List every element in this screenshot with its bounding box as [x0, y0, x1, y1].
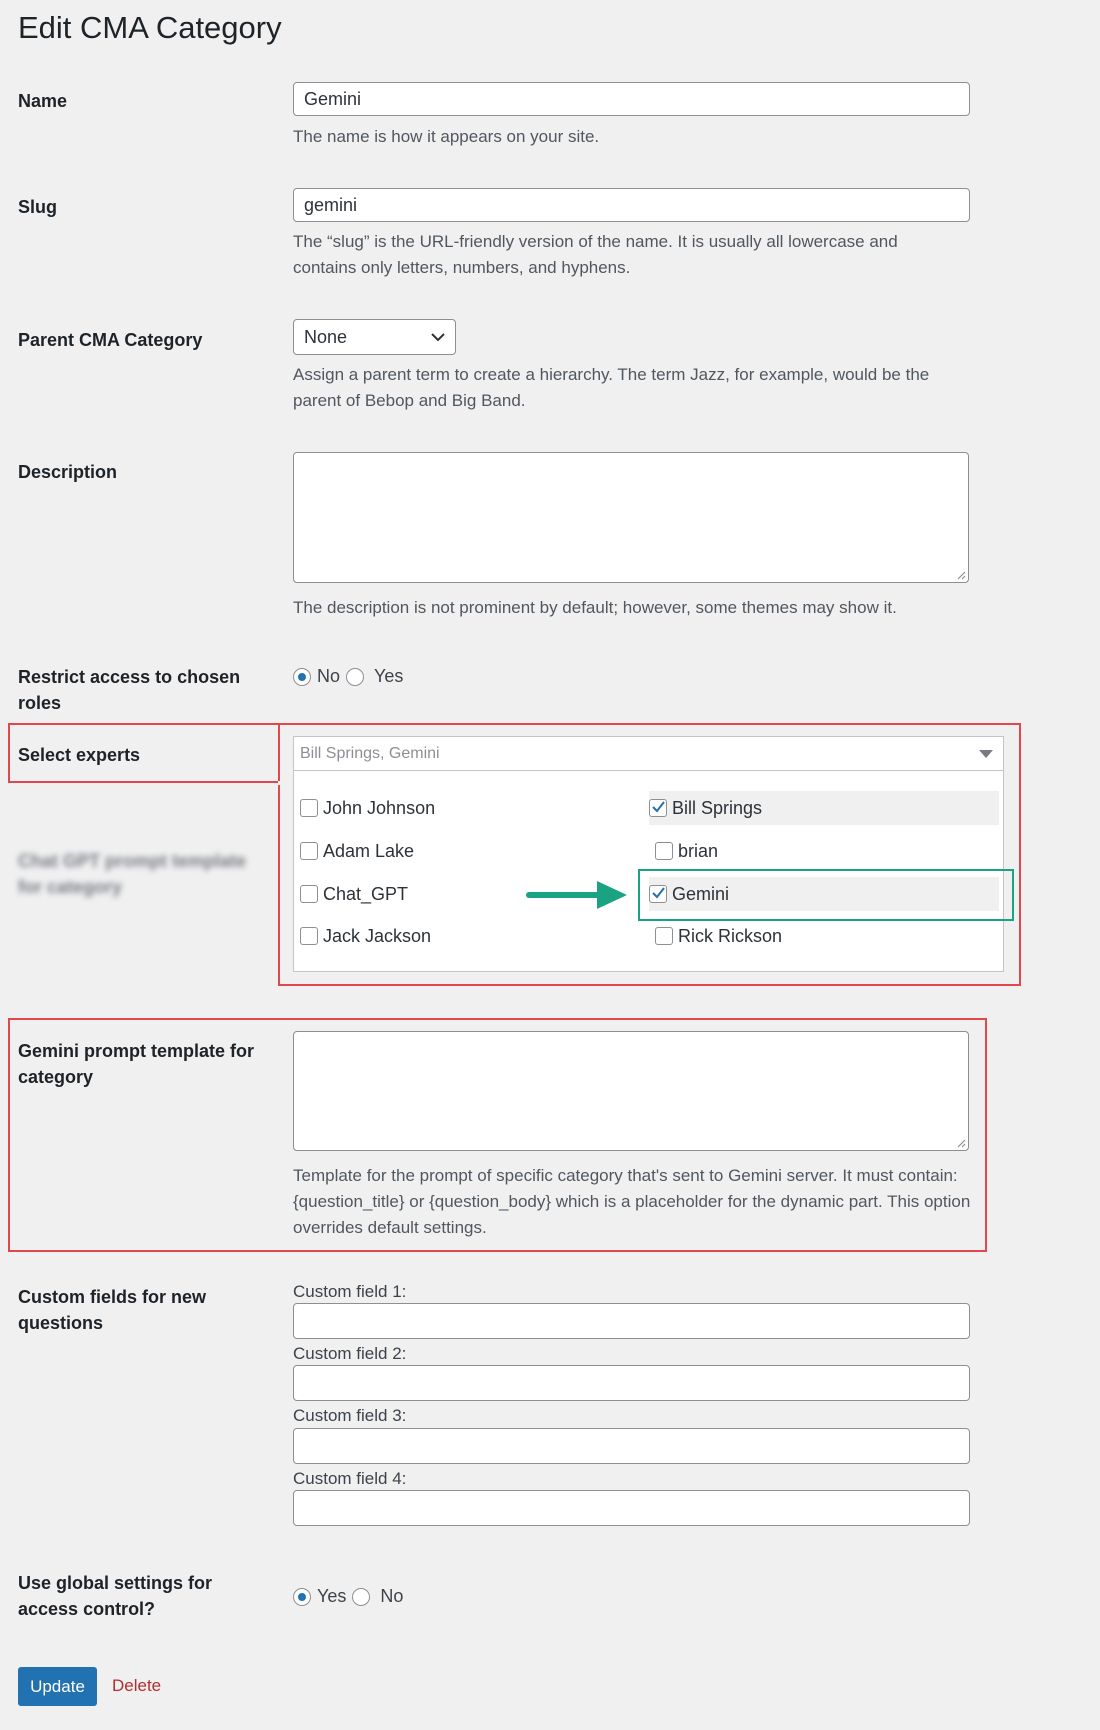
resize-handle-icon[interactable] [956, 570, 966, 580]
parent-select-value: None [304, 326, 348, 347]
update-button[interactable]: Update [18, 1667, 97, 1706]
slug-label: Slug [18, 197, 57, 217]
description-textarea[interactable] [293, 452, 969, 583]
description-help: The description is not prominent by default; however, some themes may show it. [293, 598, 897, 617]
restrict-access-radios [293, 666, 409, 687]
expert-option-label: John Johnson [323, 797, 436, 818]
expert-option-label: brian [678, 840, 719, 861]
expert-option-label: Gemini [672, 883, 730, 904]
gemini-prompt-help: Template for the prompt of specific category that's sent to Gemini server. It must contain: {question_title} or {question_body} which is a placeholder for the dynamic part. This option overrides default settings. [293, 1166, 971, 1237]
highlight-box-gemini-prompt [8, 1018, 987, 1252]
custom-field-1-label: Custom field 1: [293, 1282, 407, 1301]
highlight-box-experts-list [278, 723, 1021, 986]
name-help: The name is how it appears on your site. [293, 127, 600, 146]
custom-fields-label: Custom fields for new questions [18, 1287, 207, 1333]
custom-field-1-input[interactable] [293, 1303, 970, 1339]
custom-field-4-input[interactable] [293, 1490, 970, 1526]
custom-field-3-label: Custom field 3: [293, 1406, 407, 1425]
highlight-box-experts-label [8, 723, 280, 783]
delete-link[interactable]: Delete [112, 1676, 162, 1695]
custom-field-3-input[interactable] [293, 1428, 970, 1464]
slug-help: The “slug” is the URL-friendly version of the name. It is usually all lowercase and contains only letters, numbers, and hyphens. [293, 232, 898, 277]
restrict-access-label: Restrict access to chosen roles [18, 667, 241, 713]
custom-field-2-input[interactable] [293, 1365, 970, 1401]
chevron-down-icon [431, 332, 445, 342]
gemini-prompt-label: Gemini prompt template for category [18, 1041, 255, 1087]
slug-input[interactable] [293, 188, 970, 222]
restrict-no-radio[interactable] [293, 668, 311, 686]
global-yes-label: Yes [317, 1586, 347, 1606]
experts-summary: Bill Springs, Gemini [300, 744, 440, 762]
name-label: Name [18, 91, 68, 111]
global-no-radio[interactable] [352, 1588, 370, 1606]
select-experts-label: Select experts [18, 745, 141, 765]
parent-label: Parent CMA Category [18, 330, 203, 350]
expert-option-label: Bill Springs [672, 797, 763, 818]
restrict-yes-radio[interactable] [346, 668, 364, 686]
parent-select[interactable] [293, 319, 456, 355]
restrict-no-label: No [317, 666, 341, 686]
restrict-yes-label: Yes [374, 666, 404, 686]
expert-option-label: Rick Rickson [678, 925, 783, 946]
page-title: Edit CMA Category [18, 10, 282, 45]
custom-field-2-label: Custom field 2: [293, 1344, 407, 1363]
name-input[interactable] [293, 82, 970, 116]
global-settings-label: Use global settings for access control? [18, 1573, 213, 1619]
blurred-chatgpt-label: Chat GPT prompt template for category [18, 851, 247, 897]
expert-option-label: Jack Jackson [323, 925, 432, 946]
description-label: Description [18, 462, 118, 482]
global-yes-radio[interactable] [293, 1588, 311, 1606]
parent-help: Assign a parent term to create a hierarchy. The term Jazz, for example, would be the parent of Bebop and Big Band. [293, 365, 930, 410]
highlight-box-gemini-option [638, 869, 1014, 921]
global-settings-radios [293, 1586, 409, 1607]
global-no-label: No [380, 1586, 404, 1606]
expert-option-label: Chat_GPT [323, 883, 409, 904]
expert-option-label: Adam Lake [323, 840, 415, 861]
custom-field-4-label: Custom field 4: [293, 1469, 407, 1488]
